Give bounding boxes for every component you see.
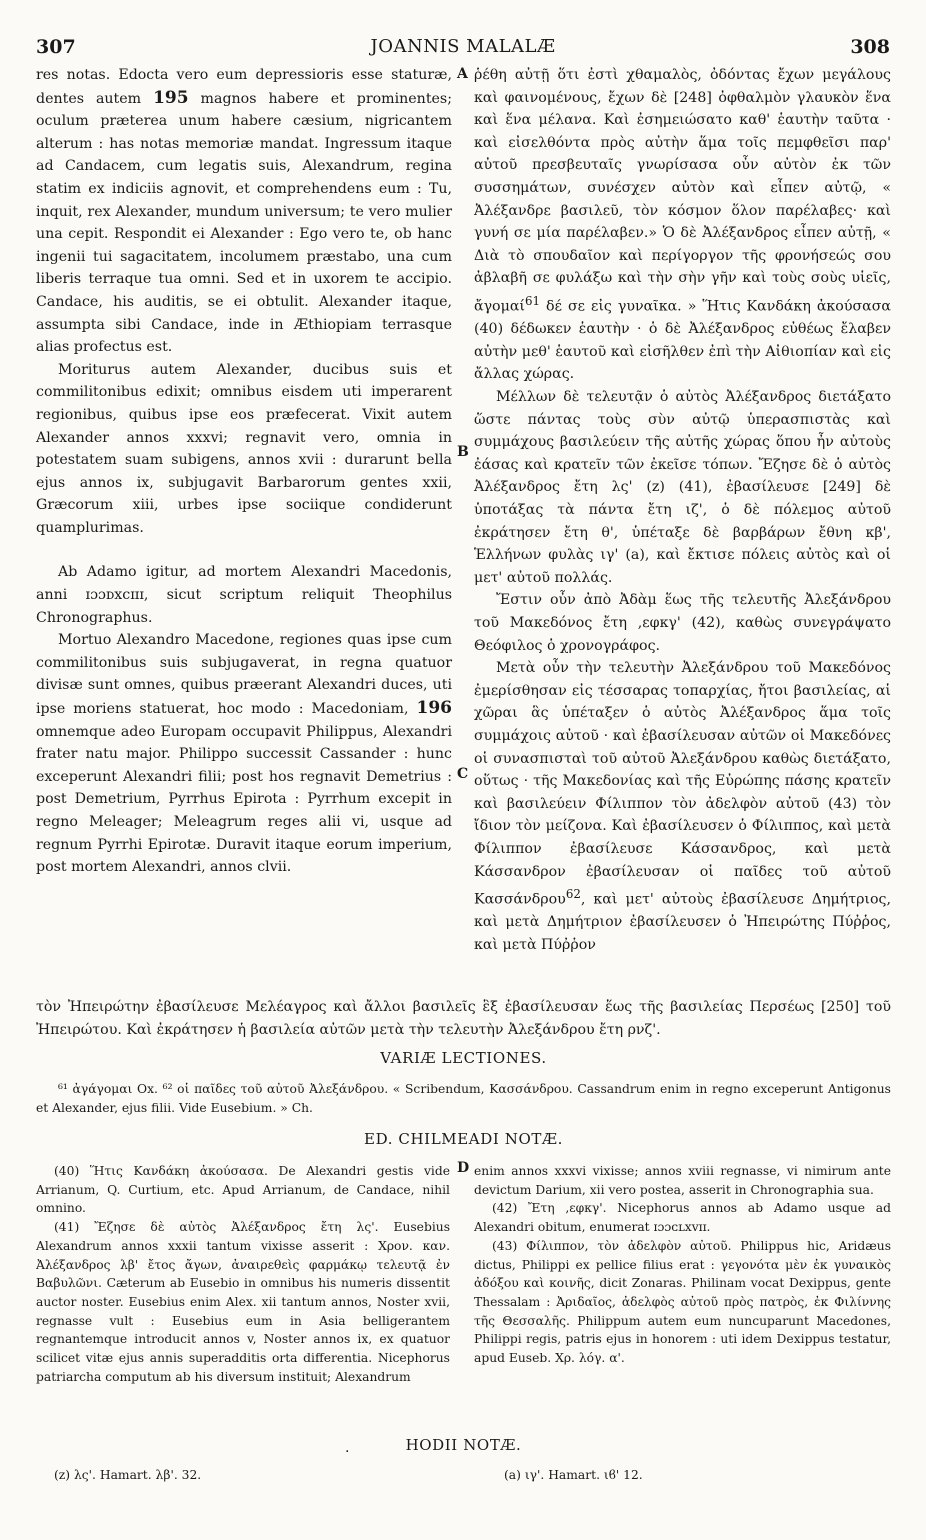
column-number-195: 195: [153, 87, 189, 108]
latin-column: [36, 64, 452, 879]
margin-letter-a: A: [457, 66, 468, 82]
chilmead-notes-right: [474, 1162, 891, 1368]
margin-letter-d: D: [457, 1160, 470, 1176]
note-42: (42) Ἔτη ,εφκγ'. Nicephorus annos ab Adamo usque ad Alexandri obitum, enumerat ɪɔɔᴄʟxᴠɪɪ.: [474, 1201, 891, 1235]
note-41: (41) Ἔζησε δὲ αὐτὸς Ἀλέξανδρος ἔτη λς'. Eusebius Alexandrum annos xxxii tantum vixisse asserit : Χρον. καν. Ἀλέξανδρος λβ' ἔτος ἄγων, ἀναιρεθεὶς φαρμάκῳ τελευτᾷ ἐν Βαβυλῶνι. Cæterum ab Eusebio in omnibus his numeris dissentit auctor noster. Eusebius enim Alex. xii tantum annos, Noster xvii, regnasse vult : Eusebius eum in Asia belligerantem regnantemque introducit annos v, Noster annos ix, ex quatuor scilicet vitæ ejus annis superadditis orta differentia. Nicephorus patriarcha computum ab his diversum instituit; Alexandrum: [36, 1220, 450, 1384]
latin-paragraph-3: Ab Adamo igitur, ad mortem Alexandri Macedonis, anni ɪɔɔᴅxcɪɪɪ, sicut scriptum reliquit Theophilus Chronographus.: [36, 564, 452, 626]
latin-paragraph-2: Moriturus autem Alexander, ducibus suis et commilitonibus edixit; omnibus eisdem uti imperarent regionibus, quibus ipse eos præfecerat. Vixit autem Alexander annos xxxvi; regnavit vero, omnia in potestatem suam subigens, annos xvii : durarunt bella ejus annos ix, subjugavit Barbarorum gentes xxii, Græcorum xiii, urbes ipse sociique condiderunt quamplurimas.: [36, 361, 452, 536]
latin-paragraph-1: res notas. Edocta vero eum depressioris esse staturæ, dentes autem 195 magnos habere et prominentes; oculum præterea unum habere cæsium, nigricantem alterum : has notas memoriæ mandat. Ingressum itaque ad Candacem, cum legatis suis, Alexandrum, regina statim ex indiciis agnovit, et comprehendens eum : Tu, inquit, rex Alexander, mundum universum; te vero mulier una cepit. Respondit ei Alexander : Ego vero te, ob hanc ingenii tui sagacitatem, incolumem præstabo, una cum liberis terraque tua omni. Sed et in uxorem te accipio. Candace, his auditis, se ei obtulit. Alexander itaque, assumpta sibi Candace, inde in Æthiopiam terrasque alias profectus est.: [36, 67, 452, 356]
note-40: (40) Ἥτις Κανδάκη ἀκούσασα. De Alexandri gestis vide Arrianum, Q. Curtium, etc. Apud Arrianum, de Candace, nihil omnino.: [36, 1164, 450, 1216]
chilmead-notes-left: [36, 1162, 450, 1386]
separator-dot: .: [345, 1440, 350, 1456]
page-number-right: 308: [850, 36, 890, 58]
greek-column: [474, 64, 891, 957]
note-43: (43) Φίλιππον, τὸν ἀδελφὸν αὐτοῦ. Philippus hic, Aridæus dictus, Philippi ex pellice filius erat : γεγονότα μὲν ἐκ γυναικὸς ἀδόξου καὶ κοινῆς, dicit Zonaras. Philinam vocat Dexippus, gente Thessalam : Ἀριδαῖος, ἀδελφὸς αὐτοῦ πρὸς πατρὸς, ἐκ Φιλίννης τῆς Θεσσαλῆς. Philippum autem eum nuncuparunt Macedones, Philippi regis, patris ejus in honorem : uti idem Dexippus testatur, apud Euseb. Χρ. λόγ. α'.: [474, 1238, 891, 1366]
footnote-ref-62: 62: [565, 887, 581, 902]
varia-lectiones-heading: VARIÆ LECTIONES.: [380, 1049, 547, 1067]
running-title: JOANNIS MALALÆ: [370, 36, 556, 57]
chilmead-notes-heading: ED. CHILMEADI NOTÆ.: [364, 1130, 563, 1148]
note-41-continued: enim annos xxxvi vixisse; annos xviii regnasse, vi nimirum ante devictum Darium, xii vero postea, asserit in Chronographia sua.: [474, 1164, 891, 1197]
column-number-196: 196: [416, 698, 452, 719]
margin-letter-b: B: [457, 444, 469, 460]
full-width-greek-line: τὸν Ἠπειρώτην ἐβασίλευσε Μελέαγρος καὶ ἄλλοι βασιλεῖς ἓξ ἐβασίλευσαν ἕως τῆς βασιλείας Περσέως [250] τοῦ Ἠπειρώτου. Καὶ ἐκράτησεν ἡ βασιλεία αὐτῶν μετὰ τὴν τελευτὴν Ἀλεξάνδρου ἔτη ρνζ'.: [36, 999, 891, 1038]
page-number-left: 307: [36, 36, 76, 58]
hodii-note-z: (z) λς'. Hamart. λβ'. 32.: [54, 1468, 202, 1482]
hodii-notes-heading: HODII NOTÆ.: [405, 1436, 522, 1454]
greek-paragraph-2: Μέλλων δὲ τελευτᾷν ὁ αὐτὸς Ἀλέξανδρος διετάξατο ὥστε πάντας τοὺς σὺν αὐτῷ ὑπερασπιστὰς καὶ συμμάχους βασιλεύειν τῆς αὐτῆς χώρας ὅπου ἦν αὐτοὺς ἐάσας καὶ κρατεῖν τῶν ἐκεῖσε τόπων. Ἔζησε δὲ ὁ αὐτὸς Ἀλέξανδρος ἔτη λς' (z) (41), ἐβασίλευσε [249] δὲ ὑποτάξας τὰ πάντα ἔτη ιζ', ὁ δὲ πόλεμος αὐτοῦ ἐκράτησεν ἔτη θ', ὑπέταξε δὲ βαρβάρων ἔθνη κβ', Ἑλλήνων φυλὰς ιγ' (a), καὶ ἔκτισε πόλεις αὐτὸς καὶ οἱ μετ' αὐτοῦ πολλάς.: [474, 389, 891, 586]
hodii-note-a: (a) ιγ'. Hamart. ιϐ' 12.: [504, 1468, 643, 1482]
greek-paragraph-1: ῥέθη αὐτῇ ὅτι ἐστὶ χθαμαλὸς, ὀδόντας ἔχων μεγάλους καὶ φαινομένους, ἔχων δὲ [248] ὀφθαλμὸν γλαυκὸν ἕνα καὶ ἕνα μέλανα. Καὶ ἐσημειώσατο καθ' ἑαυτὴν ταῦτα · καὶ εἰσελθόντα πρὸς αὐτὴν ἅμα τοῖς πεμφθεῖσι παρ' αὐτοῦ πρεσβευταῖς γνωρίσασα οὖν αὐτὸν ἐκ τῶν συσσημάτων, συνέσχεν αὐτὸν καὶ εἶπεν αὐτῷ, « Ἀλέξανδρε βασιλεῦ, τὸν κόσμον ὅλον παρέλαβες· καὶ γυνή σε μία παρέλαβεν.» Ὁ δὲ Ἀλέξανδρος εἶπεν αὐτῇ, « Διὰ τὸ σπουδαῖον καὶ περίγοργον τῆς φρονήσεώς σου ἀβλαβῆ σε φυλάξω καὶ τὴν σὴν γῆν καὶ τοὺς σοὺς υἱεῖς, ἄγομαί$^{61}$ δέ σε εἰς γυναῖκα. » Ἥτις Κανδάκη ἀκούσασα (40) δέδωκεν ἑαυτὴν · ὁ δὲ Ἀλέξανδρος εὐθέως ἔλαβεν αὐτὴν μεθ' ἑαυτοῦ καὶ εἰσῆλθεν ἐπὶ τὴν Αἰθιοπίαν καὶ εἰς ἄλλας χώρας.: [474, 67, 891, 383]
varia-lectiones-text: ⁶¹ ἀγάγομαι Ox. ⁶² οἱ παῖδες τοῦ αὐτοῦ Ἀλεξάνδρου. « Scribendum, Κασσάνδρου. Cassandrum enim in regno exceperunt Antigonus et Alexander, ejus filii. Vide Eusebium. » Ch.: [36, 1082, 891, 1115]
greek-paragraph-3: Ἔστιν οὖν ἀπὸ Ἀδὰμ ἕως τῆς τελευτῆς Ἀλεξάνδρου τοῦ Μακεδόνος ἔτη ,εφκγ' (42), καθὼς συνεγράψατο Θεόφιλος ὁ χρονογράφος.: [474, 592, 891, 654]
latin-paragraph-4: Mortuo Alexandro Macedone, regiones quas ipse cum commilitonibus suis subjugaverat, in regna quatuor divisæ sunt omnes, quibus præerant Alexandri duces, uti ipse moriens statuerat, hoc modo : Macedoniam, 196 omnemque adeo Europam occupavit Philippus, Alexandri frater natu major. Philippo successit Cassander : hunc exceperunt Alexandri filii; post hos regnavit Demetrius : post Demetrium, Pyrrhus Epirota : Pyrrhum excepit in regno Meleager; Meleagrum reges alii vi, usque ad regnum Pyrrhi Epirotæ. Duravit itaque eorum imperium, post mortem Alexandri, annos clvii.: [36, 632, 452, 876]
running-header: [36, 36, 890, 62]
footnote-ref-61: 61: [524, 293, 541, 308]
greek-paragraph-4: Μετὰ οὖν τὴν τελευτὴν Ἀλεξάνδρου τοῦ Μακεδόνος ἐμερίσθησαν εἰς τέσσαρας τοπαρχίας, ἤτοι βασιλείας, αἱ χῶραι ἃς ὑπέταξεν ὁ αὐτὸς Ἀλέξανδρος ἅμα τοῖς συμμάχοις αὐτοῦ · καὶ ἐβασίλευσαν αὐτῶν οἱ Μακεδόνες οἱ συνασπισταὶ τοῦ αὐτοῦ Ἀλεξάνδρου καθὼς διετάξατο, οὕτως · τῆς Μακεδονίας καὶ τῆς Εὐρώπης πάσης κρατεῖν καὶ βασιλεύειν Φίλιππον τὸν ἀδελφὸν αὐτοῦ (43) τὸν ἴδιον τὸν μείζονα. Καὶ ἐβασίλευσεν ὁ Φίλιππος, καὶ μετὰ Φίλιππον ἐβασίλευσε Κάσσανδρος, καὶ μετὰ Κάσσανδρον ἐβασίλευσαν οἱ παῖδες τοῦ αὐτοῦ Κασσάνδρου$^{62}$, καὶ μετ' αὐτοὺς ἐβασίλευσε Δημήτριος, καὶ μετὰ Δημήτριον ἐβασίλευσεν ὁ Ἠπειρώτης Πύῤῥος, καὶ μετὰ Πύῤῥον: [474, 660, 891, 954]
margin-letter-c: C: [457, 766, 469, 782]
